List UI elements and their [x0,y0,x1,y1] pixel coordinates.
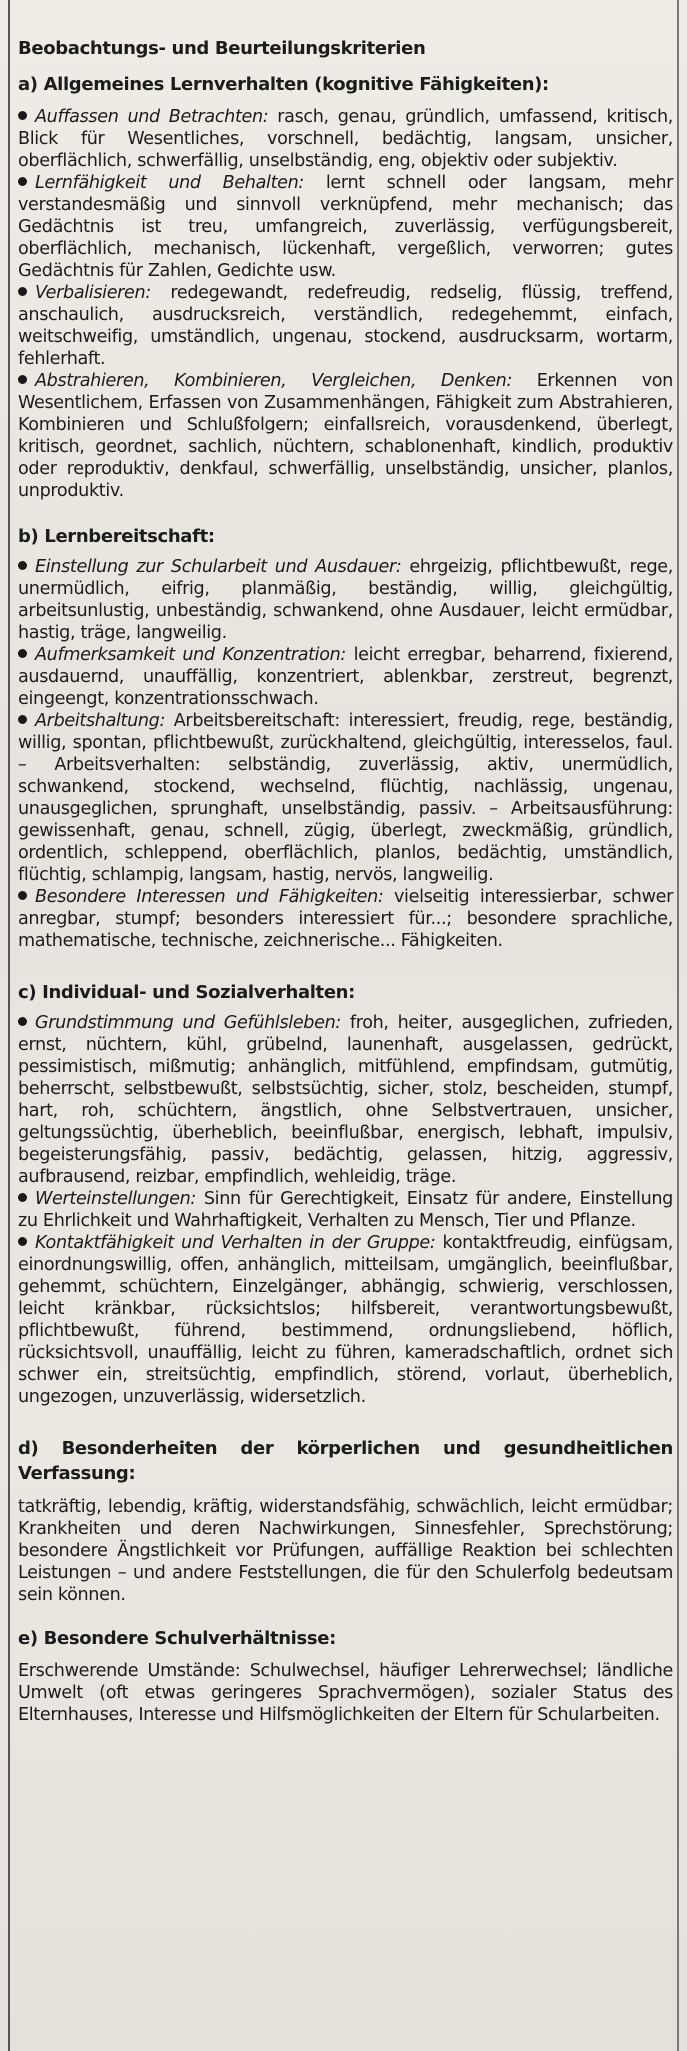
criterion-term: Verbalisieren: [35,283,151,303]
bullet-icon [18,649,27,658]
criterion-text: kontaktfreudig, einfügsam, einordnungswillig, offen, anhänglich, mitteilsam, umgänglich, beeinflußbar, gehemmt, schüchtern, Einzelgänger, abhängig, schwierig, verschlossen, leicht kränkbar, rücksichtslos; hilfsbereit, verantwortungsbewußt, pflichtbewußt, führend, bestimmend, ordnungsliebend, höflich, rücksichtsvoll, unauffällig, leicht zu führen, kameradschaftlich, ordnet sich schwer ein, streitsüchtig, empfindlich, störend, vorlaut, überheblich, ungezogen, unzuverlässig, widersetzlich. [18,1233,673,1407]
criterion-item [18,644,673,710]
criterion-term: Arbeitshaltung: [35,711,166,731]
bullet-icon [18,177,27,186]
section-e [18,1626,673,1726]
section-d-text: tatkräftig, lebendig, kräftig, widerstandsfähig, schwächlich, leicht ermüdbar; Krankheiten und deren Nachwirkungen, Sinnesfehler, Sprechstörung; besondere Ängstlichkeit vor Prüfungen, auffällige Reaktion bei schlechten Leistungen – und andere Feststellungen, die für den Schulerfolg bedeutsam sein können. [18,1497,673,1605]
criterion-term: Lernfähigkeit und Behalten: [35,173,304,193]
criterion-item [18,1188,673,1232]
bullet-icon [18,561,27,570]
criterion-item [18,710,673,886]
criterion-term: Grundstimmung und Gefühlsleben: [35,1013,341,1033]
criterion-text: Sinn für Gerechtigkeit, Einsatz für andere, Einstellung zu Ehrlichkeit und Wahrhaftigkeit, Verhalten zu Mensch, Tier und Pflanze. [18,1189,673,1231]
criterion-text: froh, heiter, ausgeglichen, zufrieden, ernst, nüchtern, kühl, grübelnd, launenhaft, ausgelassen, gedrückt, pessimistisch, mißmutig; anhänglich, mitfühlend, empfindsam, gutmütig, beherrscht, selbstbewußt, selbstsüchtig, sicher, stolz, bescheiden, stumpf, hart, roh, schüchtern, ängstlich, ohne Selbstvertrauen, unsicher, geltungssüchtig, überheblich, beeinflußbar, energisch, lebhaft, impulsiv, begeisterungsfähig, passiv, bedächtig, gelassen, hitzig, aggressiv, aufbrausend, reizbar, empfindlich, wehleidig, träge. [18,1013,673,1187]
bullet-icon [18,375,27,384]
criterion-text: leicht erregbar, beharrend, fixierend, ausdauernd, unauffällig, konzentriert, ablenkbar, zerstreut, begrenzt, eingeengt, konzentrationsschwach. [18,645,673,709]
section-e-text: Erschwerende Umstände: Schulwechsel, häufiger Lehrerwechsel; ländliche Umwelt (oft etwas geringeres Sprachvermögen), sozialer Status des Elternhauses, Interesse und Hilfsmöglichkeiten der Eltern für Schularbeiten. [18,1661,673,1725]
bullet-icon [18,1017,27,1026]
section-e-heading: e) Besondere Schulverhältnisse: [18,1628,336,1649]
criterion-item [18,886,673,952]
criterion-item [18,106,673,172]
criterion-term: Auffassen und Betrachten: [35,107,269,127]
section-d [18,1436,673,1606]
criterion-term: Kontaktfähigkeit und Verhalten in der Gruppe: [35,1233,436,1253]
section-c [18,980,673,1408]
section-d-heading: d) Besonderheiten der körperlichen und gesundheitlichen Verfassung: [18,1438,673,1484]
bullet-icon [18,1237,27,1246]
document-title: Beobachtungs- und Beurteilungskriterien [18,38,426,59]
criterion-item [18,1232,673,1408]
criterion-text: Erkennen von Wesentlichem, Erfassen von Zusammenhängen, Fähigkeit zum Abstrahieren, Kombinieren und Schlußfolgern; einfallsreich, vorausdenkend, überlegt, kritisch, geordnet, sachlich, nüchtern, schablonenhaft, kindlich, produktiv oder reproduktiv, denkfaul, schwerfällig, unselbständig, unsicher, planlos, unproduktiv. [18,371,673,501]
criterion-item [18,556,673,644]
criterion-text: vielseitig interessierbar, schwer anregbar, stumpf; besonders interessiert für...; besondere sprachliche, mathematische, technische, zeichnerische... Fähigkeiten. [18,887,673,951]
bullet-icon [18,111,27,120]
criterion-term: Besondere Interessen und Fähigkeiten: [35,887,384,907]
criterion-text: Arbeitsbereitschaft: interessiert, freudig, rege, beständig, willig, spontan, pflichtbewußt, zurückhaltend, gleichgültig, interesselos, faul. – Arbeitsverhalten: selbständig, zuverlässig, aktiv, unermüdlich, schwankend, stockend, wechselnd, flüchtig, nachlässig, ungenau, unausgeglichen, sprunghaft, unselbständig, passiv. – Arbeitsausführung: gewissenhaft, genau, schnell, zügig, überlegt, zweckmäßig, gründlich, ordentlich, schleppend, oberflächlich, planlos, bedächtig, umständlich, flüchtig, schlampig, langsam, hastig, nervös, langweilig. [18,711,673,885]
bullet-icon [18,891,27,900]
criterion-term: Aufmerksamkeit und Konzentration: [35,645,347,665]
section-a-heading: a) Allgemeines Lernverhalten (kognitive Fähigkeiten): [18,74,549,95]
section-b-heading: b) Lernbereitschaft: [18,526,215,547]
criterion-item [18,282,673,370]
section-b [18,524,673,952]
criterion-item [18,1012,673,1188]
criterion-text: rasch, genau, gründlich, umfassend, kritisch, Blick für Wesentliches, vorschnell, bedächtig, langsam, unsicher, oberflächlich, schwerfällig, unselbständig, eng, objektiv oder subjektiv. [18,107,674,171]
criterion-text: lernt schnell oder langsam, mehr verstandesmäßig und sinnvoll verknüpfend, mehr mechanisch; das Gedächtnis ist treu, umfangreich, zuverlässig, verfügungsbereit, oberflächlich, mechanisch, lückenhaft, vergeßlich, verworren; gutes Gedächtnis für Zahlen, Gedichte usw. [18,173,673,281]
section-c-heading: c) Individual- und Sozialverhalten: [18,982,355,1003]
criterion-item [18,172,673,282]
criterion-item [18,370,673,502]
document-body [18,36,673,1726]
bullet-icon [18,715,27,724]
criterion-term: Abstrahieren, Kombinieren, Vergleichen, Denken: [35,371,513,391]
criterion-term: Werteinstellungen: [35,1189,196,1209]
section-a [18,72,673,502]
bullet-icon [18,1193,27,1202]
bullet-icon [18,287,27,296]
criterion-term: Einstellung zur Schularbeit und Ausdauer: [35,557,402,577]
criterion-text: redegewandt, redefreudig, redselig, flüssig, treffend, anschaulich, ausdrucksreich, verständlich, redegehemmt, einfach, weitschweifig, umständlich, ungenau, stockend, ausdrucksarm, wortarm, fehlerhaft. [18,283,673,369]
criterion-text: ehrgeizig, pflichtbewußt, rege, unermüdlich, eifrig, planmäßig, beständig, willig, gleichgültig, arbeitsunlustig, unbeständig, schwankend, ohne Ausdauer, leicht ermüdbar, hastig, träge, langweilig. [18,557,673,643]
